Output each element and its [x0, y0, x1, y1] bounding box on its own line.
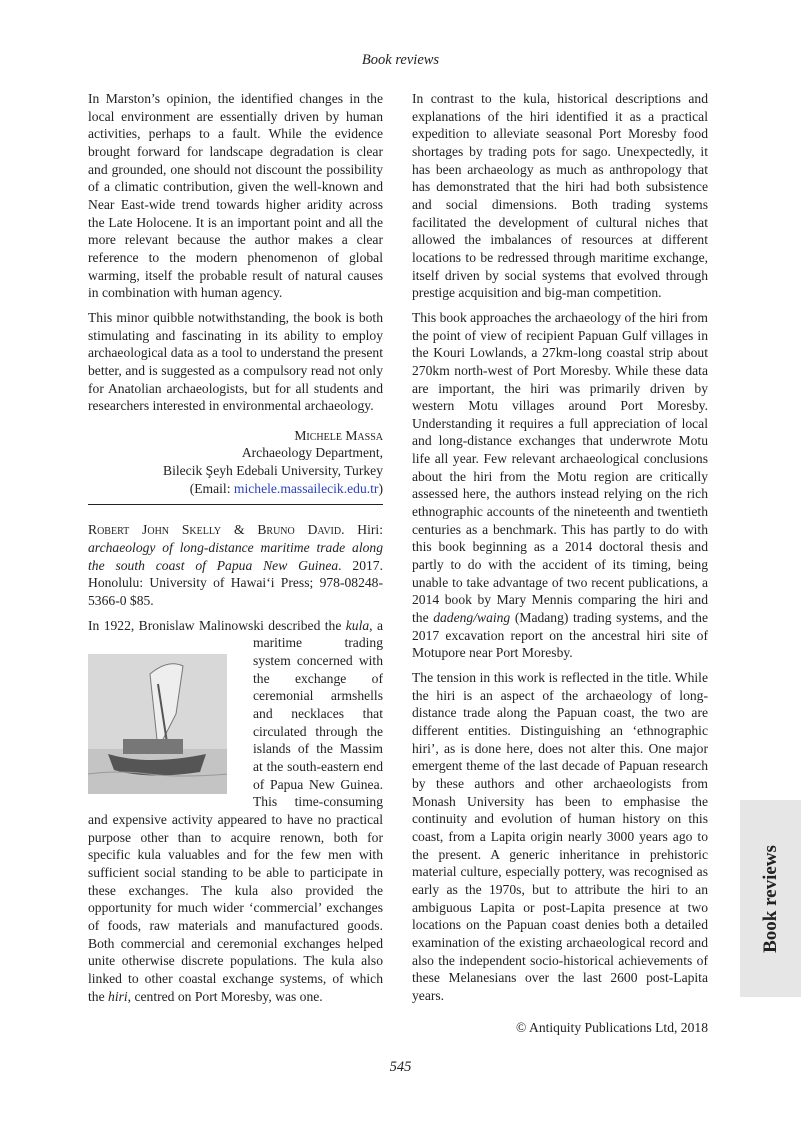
copyright: © Antiquity Publications Ltd, 2018	[516, 1020, 708, 1035]
paragraph	[412, 309, 708, 662]
book-citation	[88, 521, 383, 609]
section-tab	[740, 800, 801, 997]
section-tab-label: Book reviews	[759, 844, 781, 953]
running-header: Book reviews	[361, 52, 440, 68]
reviewer-signature	[88, 427, 383, 498]
email-prefix: (Email:	[189, 480, 234, 496]
citation-publisher: . 2017. Honolulu: University of Hawai‘i Press; 978-08248-5366-0 $85.	[88, 557, 383, 609]
citation-title: archaeology of long-distance maritime trade along the south coast of Papua New Guinea	[88, 540, 383, 573]
text: In 1922, Bronislaw Malinowski described the	[88, 617, 346, 633]
email-suffix: )	[378, 480, 383, 496]
right-column	[412, 90, 708, 1011]
paragraph	[88, 617, 383, 1005]
text-italic: hiri	[108, 988, 128, 1004]
reviewer-university: Bilecik Şeyh Edebali University, Turkey	[163, 463, 383, 479]
citation-authors: Robert John Skelly & Bruno David	[88, 522, 342, 538]
paragraph: This minor quibble notwithstanding, the book is both stimulating and fascinating in its ability to employ archaeological data as a tool to understand the present better, and is suggested as a compulsory read not only for Anatolian archaeologists, but for all students and researchers interested in environmental archaeology.	[88, 309, 383, 414]
citation-title-start: . Hiri:	[341, 522, 383, 538]
email-link[interactable]: michele.massailecik.edu.tr	[233, 480, 379, 496]
text: , a maritime trading system concerned with the exchange of ceremonial armshells and necklaces that circulated through the islands of the Massim at the south-eastern end of Papua New Guinea. This time-consuming and expensive activity appeared to have no practical purpose other than to acquire renown, both for specific kula valuables and for the few men with sufficient social standing to be able to participate in these exchanges. The kula also provided the opportunity for much wider ‘commercial’ exchanges of foods, raw materials and manufactured goods. Both commercial and ceremonial exchanges helped unite otherwise discrete populations. The kula also linked to other coastal exchange systems, of which the	[88, 617, 383, 1004]
paragraph: The tension in this work is reflected in the title. While the hiri is an aspect of the archaeology of long-distance trade along the Papuan coast, the two are different entities. Distinguishing an ‘ethnographic hiri’, as is done here, does not alter this. One major emergent theme of the last decade of Papuan research by these authors and other archaeologists from Monash University has been to emphasise the continuity and evolution of human history on this coast, from a Lapita origin nearly 3000 years ago to the present. A generic inheritance in prehistoric material culture, especially pottery, was recognised as early as the 1970s, but to attribute the hiri to an ambiguous Lapita or post-Lapita presence at two locations on the Papuan coast denies both a detailed examination of the existing archaeological record and also the independent socio-historical achievements of these Melanesians over the last 2600 post-Lapita years.	[412, 670, 708, 1003]
text: (Madang) trading systems, and the 2017 excavation report on the ancestral hiri site of Motupore near Port Moresby.	[412, 610, 708, 661]
paragraph: In contrast to the kula, historical descriptions and explanations of the hiri identified it as a practical expedition to alleviate seasonal Port Moresby food shortages by trading pots for sago. Unexpectedly, it has been archaeology as much as anthropology that has demonstrated that the hiri had both subsistence and social dimensions. Both trading systems facilitated the development of cultural niches that allowed the imbalances of resources at different locations to be redressed through maritime exchange, itself driven by social systems that evolved through prestige acquisition and big-man competition.	[412, 91, 708, 301]
divider	[88, 504, 383, 505]
text: , centred on Port Moresby, was one.	[127, 988, 323, 1004]
paragraph: In Marston’s opinion, the identified changes in the local environment are essentially driven by human activities, perhaps to a fault. While the evidence brought forward for landscape degradation is clear and grounded, one should not discount the possibility of a climatic contribution, given the well-known and Near East-wide trend towards higher aridity across the Late Holocene. It is an important point and all the more relevant because the author makes a clear reference to the modern phenomenon of global warming, itself the probable result of natural causes in combination with human agency.	[88, 91, 383, 301]
reviewer-email-line	[88, 480, 383, 498]
text: This book approaches the archaeology of the hiri from the point of view of recipient Papuan Gulf villages in the Kouri Lowlands, a 27km-long coastal strip about 270km north-west of Port Moresby. While these data are important, the hiri was primarily driven by western Motu villages around Port Moresby. Understanding it requires a full appreciation of local and long-distance exchanges that underwrote Motu life all year. Few relevant archaeological conclusions about the hiri from the Motu region are critically assessed here, the authors instead relying on the rich ethnographic accounts of the nineteenth and twentieth centuries as a benchmark. This has partly to do with this book beginning as a 2014 doctoral thesis and partly to do with the accident of its timing, being unable to take advantage of two recent publications, a 2014 book by Mary Mennis comparing the hiri and the	[412, 309, 708, 626]
page-number: 545	[389, 1059, 412, 1075]
text-italic: kula	[345, 617, 370, 633]
left-column	[88, 90, 383, 1012]
text-italic: dadeng/waing	[433, 610, 511, 626]
sailing-canoe-photo	[88, 654, 227, 794]
reviewer-name: Michele Massa	[294, 427, 383, 443]
reviewer-department: Archaeology Department,	[241, 445, 383, 461]
